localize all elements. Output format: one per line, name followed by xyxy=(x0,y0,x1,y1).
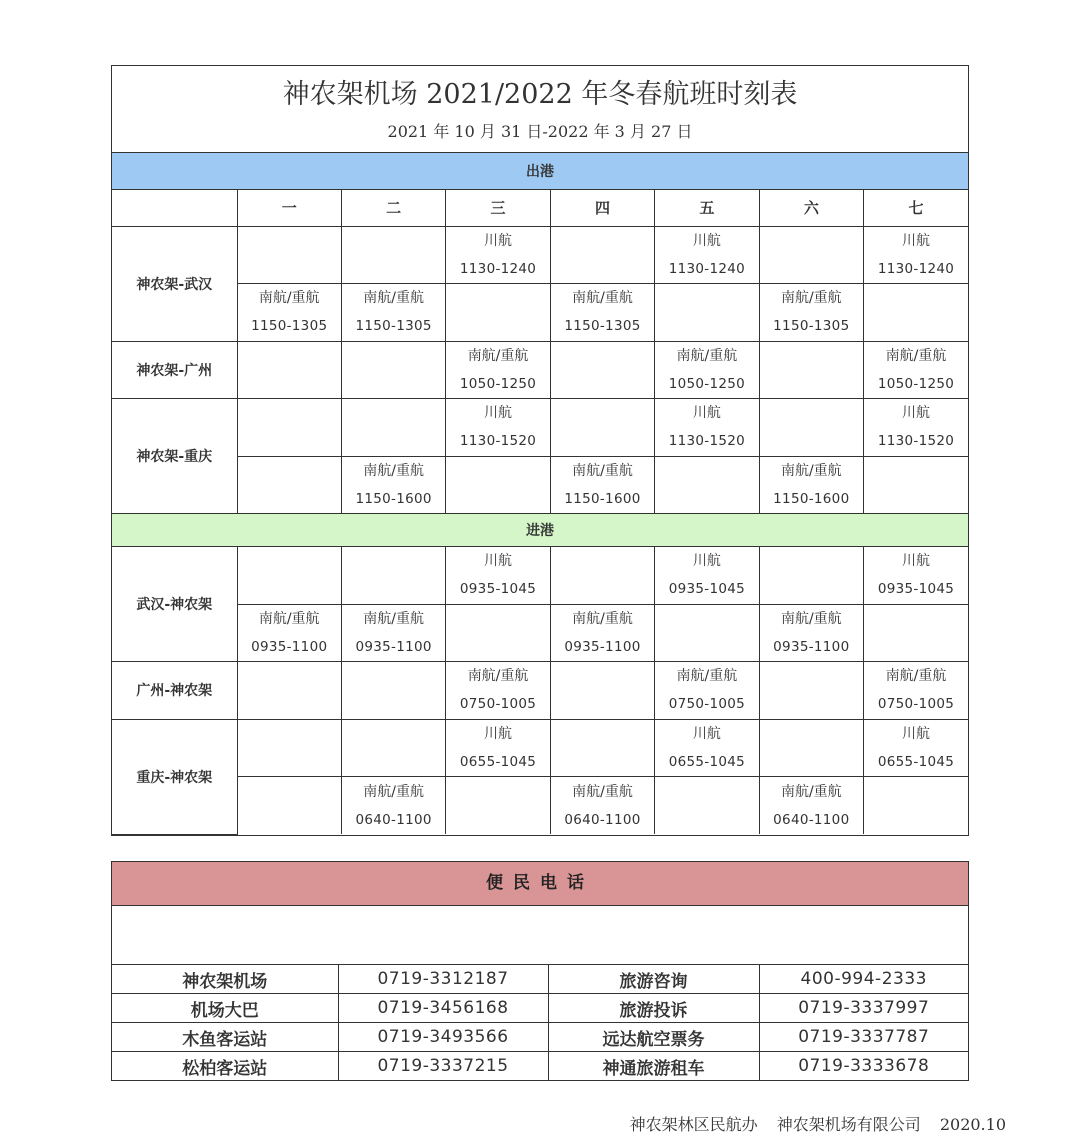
route-label: 神农架-广州 xyxy=(112,341,237,399)
schedule-table xyxy=(112,153,968,835)
flight-cell xyxy=(864,662,968,720)
airline-name: 川航 xyxy=(692,405,721,422)
phone-contact-name: 机场大巴 xyxy=(112,994,338,1023)
date-range: 2021 年 10 月 31 日-2022 年 3 月 27 日 xyxy=(387,122,693,141)
flight-cell xyxy=(864,284,968,342)
schedule-row xyxy=(112,284,968,342)
flight-time: 1150-1305 xyxy=(564,318,641,335)
flight-cell xyxy=(759,719,863,777)
flight-time: 1050-1250 xyxy=(877,375,955,392)
phone-contact-name: 旅游投诉 xyxy=(548,994,759,1023)
footer-date: 2020.10 xyxy=(939,1115,1006,1134)
flight-cell xyxy=(550,284,654,342)
flight-cell xyxy=(550,777,654,835)
phone-section-title: 便民电话 xyxy=(112,862,968,906)
flight-cell xyxy=(237,341,341,399)
flight-cell xyxy=(550,604,654,662)
flight-cell xyxy=(446,399,550,457)
flight-cell xyxy=(655,719,759,777)
airline-name: 南航/重航 xyxy=(572,290,633,307)
flight-time: 1150-1600 xyxy=(773,490,850,507)
flight-cell xyxy=(341,341,445,399)
flight-cell xyxy=(655,399,759,457)
flight-cell xyxy=(237,226,341,284)
flight-time: 1050-1250 xyxy=(668,375,746,392)
airline-name: 南航/重航 xyxy=(885,347,947,364)
flight-time: 1150-1600 xyxy=(355,490,432,507)
airline-name: 南航/重航 xyxy=(780,290,842,307)
flight-cell xyxy=(864,777,968,835)
route-label: 神农架-武汉 xyxy=(112,226,237,341)
phone-row xyxy=(112,1052,968,1081)
flight-cell xyxy=(341,777,445,835)
phone-row xyxy=(112,965,968,994)
flight-cell xyxy=(341,719,445,777)
phone-contact-name: 神通旅游租车 xyxy=(548,1052,759,1081)
flight-cell xyxy=(550,399,654,457)
phone-contact-name: 木鱼客运站 xyxy=(112,1023,338,1052)
flight-time: 0935-1045 xyxy=(459,581,537,598)
flight-time: 0640-1100 xyxy=(773,811,850,828)
flight-time: 1130-1520 xyxy=(459,433,537,450)
schedule-row xyxy=(112,341,968,399)
flight-cell xyxy=(864,341,968,399)
flight-cell xyxy=(759,777,863,835)
phone-number: 0719-3493566 xyxy=(338,1023,548,1052)
airline-name: 南航/重航 xyxy=(885,668,947,685)
inbound-section-header-label: 进港 xyxy=(112,514,968,547)
phone-row xyxy=(112,1023,968,1052)
flight-cell xyxy=(237,399,341,457)
flight-cell xyxy=(550,226,654,284)
phone-number: 0719-3337215 xyxy=(338,1052,548,1081)
schedule-row xyxy=(112,719,968,777)
flight-time: 1130-1520 xyxy=(877,433,955,450)
airline-name: 南航/重航 xyxy=(780,462,842,479)
phone-contact-name: 旅游咨询 xyxy=(548,965,759,994)
flight-cell xyxy=(655,604,759,662)
airline-name: 南航/重航 xyxy=(467,347,529,364)
flight-cell xyxy=(446,777,550,835)
flight-cell xyxy=(759,399,863,457)
flight-cell xyxy=(341,604,445,662)
phone-frame xyxy=(111,861,969,1081)
flight-time: 1050-1250 xyxy=(459,375,537,392)
airline-name: 川航 xyxy=(692,232,721,249)
weekday-header-row xyxy=(112,189,968,226)
schedule-row xyxy=(112,547,968,605)
flight-cell xyxy=(237,284,341,342)
flight-cell xyxy=(759,456,863,514)
flight-cell xyxy=(655,456,759,514)
phone-contact-name: 神农架机场 xyxy=(112,965,338,994)
phone-blank-row xyxy=(112,906,968,965)
flight-cell xyxy=(655,341,759,399)
flight-cell xyxy=(655,284,759,342)
phone-number: 0719-3312187 xyxy=(338,965,548,994)
flight-cell xyxy=(864,226,968,284)
phone-number: 0719-3456168 xyxy=(338,994,548,1023)
route-label: 重庆-神农架 xyxy=(112,719,237,834)
flight-cell xyxy=(446,604,550,662)
airline-name: 南航/重航 xyxy=(363,462,424,479)
phone-table xyxy=(112,965,968,1080)
phone-contact-name: 远达航空票务 xyxy=(548,1023,759,1052)
flight-cell xyxy=(341,226,445,284)
flight-cell xyxy=(446,341,550,399)
flight-cell xyxy=(550,547,654,605)
airline-name: 川航 xyxy=(484,553,513,570)
outbound-section-header xyxy=(112,153,968,189)
airline-name: 川航 xyxy=(902,553,931,570)
flight-time: 1130-1240 xyxy=(668,260,746,277)
flight-cell xyxy=(655,777,759,835)
airline-name: 南航/重航 xyxy=(676,347,738,364)
schedule-row xyxy=(112,662,968,720)
flight-time: 1150-1305 xyxy=(773,318,850,335)
flight-cell xyxy=(655,662,759,720)
airline-name: 川航 xyxy=(902,405,931,422)
flight-time: 0935-1045 xyxy=(668,581,746,598)
flight-cell xyxy=(446,547,550,605)
flight-cell xyxy=(759,547,863,605)
flight-cell xyxy=(446,226,550,284)
flight-cell xyxy=(655,547,759,605)
flight-time: 0935-1100 xyxy=(773,638,850,655)
weekday-header: 六 xyxy=(759,189,863,226)
weekday-header: 二 xyxy=(341,189,445,226)
flight-time: 0640-1100 xyxy=(564,811,641,828)
flight-cell xyxy=(237,604,341,662)
weekday-header: 四 xyxy=(550,189,654,226)
airline-name: 川航 xyxy=(902,232,931,249)
schedule-row xyxy=(112,604,968,662)
phone-number: 0719-3337997 xyxy=(759,994,968,1023)
flight-cell xyxy=(759,284,863,342)
inbound-section-header xyxy=(112,514,968,547)
flight-time: 0750-1005 xyxy=(877,696,955,713)
flight-cell xyxy=(237,662,341,720)
flight-time: 0750-1005 xyxy=(459,696,537,713)
schedule-row xyxy=(112,777,968,835)
phone-number: 400-994-2333 xyxy=(759,965,968,994)
phone-contact-name: 松柏客运站 xyxy=(112,1052,338,1081)
footer xyxy=(616,1112,1006,1135)
schedule-row xyxy=(112,456,968,514)
phone-row xyxy=(112,994,968,1023)
flight-cell xyxy=(759,662,863,720)
airline-name: 川航 xyxy=(484,232,513,249)
phone-number: 0719-3337787 xyxy=(759,1023,968,1052)
airline-name: 南航/重航 xyxy=(572,783,633,800)
flight-time: 1130-1240 xyxy=(459,260,537,277)
schedule-row xyxy=(112,399,968,457)
flight-cell xyxy=(550,341,654,399)
airline-name: 川航 xyxy=(692,553,721,570)
weekday-header: 一 xyxy=(237,189,341,226)
flight-cell xyxy=(550,662,654,720)
weekday-header: 三 xyxy=(446,189,550,226)
flight-cell xyxy=(864,719,968,777)
flight-cell xyxy=(237,547,341,605)
flight-cell xyxy=(341,547,445,605)
airline-name: 川航 xyxy=(484,725,513,742)
flight-cell xyxy=(864,547,968,605)
outbound-section-header-label: 出港 xyxy=(112,153,968,189)
airline-name: 南航/重航 xyxy=(676,668,738,685)
schedule-row xyxy=(112,226,968,284)
phone-number: 0719-3333678 xyxy=(759,1052,968,1081)
footer-org-civil-aviation: 神农架林区民航办 xyxy=(629,1115,758,1134)
flight-cell xyxy=(759,604,863,662)
flight-time: 1130-1240 xyxy=(877,260,955,277)
flight-cell xyxy=(446,662,550,720)
airline-name: 南航/重航 xyxy=(363,610,424,627)
airline-name: 南航/重航 xyxy=(780,610,842,627)
weekday-header: 七 xyxy=(864,189,968,226)
flight-cell xyxy=(864,399,968,457)
flight-cell xyxy=(550,719,654,777)
flight-cell xyxy=(759,341,863,399)
flight-time: 0750-1005 xyxy=(668,696,746,713)
flight-cell xyxy=(237,456,341,514)
flight-time: 0935-1100 xyxy=(564,638,641,655)
page-title: 神农架机场 2021/2022 年冬春航班时刻表 xyxy=(282,79,798,110)
weekday-header: 五 xyxy=(655,189,759,226)
airline-name: 南航/重航 xyxy=(363,290,424,307)
flight-cell xyxy=(864,456,968,514)
airline-name: 川航 xyxy=(692,725,721,742)
airline-name: 南航/重航 xyxy=(572,610,633,627)
airline-name: 南航/重航 xyxy=(780,783,842,800)
flight-time: 1150-1600 xyxy=(564,490,641,507)
flight-time: 1130-1520 xyxy=(668,433,746,450)
flight-cell xyxy=(341,456,445,514)
route-label: 广州-神农架 xyxy=(112,662,237,720)
footer-org-airport: 神农架机场有限公司 xyxy=(776,1115,921,1134)
route-label: 神农架-重庆 xyxy=(112,399,237,514)
flight-time: 0655-1045 xyxy=(459,753,537,770)
flight-time: 0935-1045 xyxy=(877,581,955,598)
flight-cell xyxy=(341,284,445,342)
flight-cell xyxy=(341,662,445,720)
title-block xyxy=(112,66,968,153)
airline-name: 川航 xyxy=(484,405,513,422)
route-label: 武汉-神农架 xyxy=(112,547,237,662)
flight-cell xyxy=(446,456,550,514)
flight-cell xyxy=(655,226,759,284)
flight-cell xyxy=(446,719,550,777)
flight-time: 1150-1305 xyxy=(355,318,432,335)
flight-time: 0640-1100 xyxy=(355,811,432,828)
flight-time: 1150-1305 xyxy=(251,318,328,335)
airline-name: 南航/重航 xyxy=(363,783,424,800)
schedule-frame xyxy=(111,65,969,836)
airline-name: 川航 xyxy=(902,725,931,742)
airline-name: 南航/重航 xyxy=(572,462,633,479)
flight-cell xyxy=(759,226,863,284)
flight-cell xyxy=(237,777,341,835)
flight-cell xyxy=(446,284,550,342)
airline-name: 南航/重航 xyxy=(258,610,320,627)
flight-cell xyxy=(237,719,341,777)
flight-cell xyxy=(864,604,968,662)
airline-name: 南航/重航 xyxy=(467,668,529,685)
flight-cell xyxy=(341,399,445,457)
flight-time: 0655-1045 xyxy=(877,753,955,770)
flight-time: 0935-1100 xyxy=(251,638,328,655)
flight-cell xyxy=(550,456,654,514)
airline-name: 南航/重航 xyxy=(258,290,320,307)
flight-time: 0655-1045 xyxy=(668,753,746,770)
flight-time: 0935-1100 xyxy=(355,638,432,655)
corner-cell xyxy=(112,189,237,226)
